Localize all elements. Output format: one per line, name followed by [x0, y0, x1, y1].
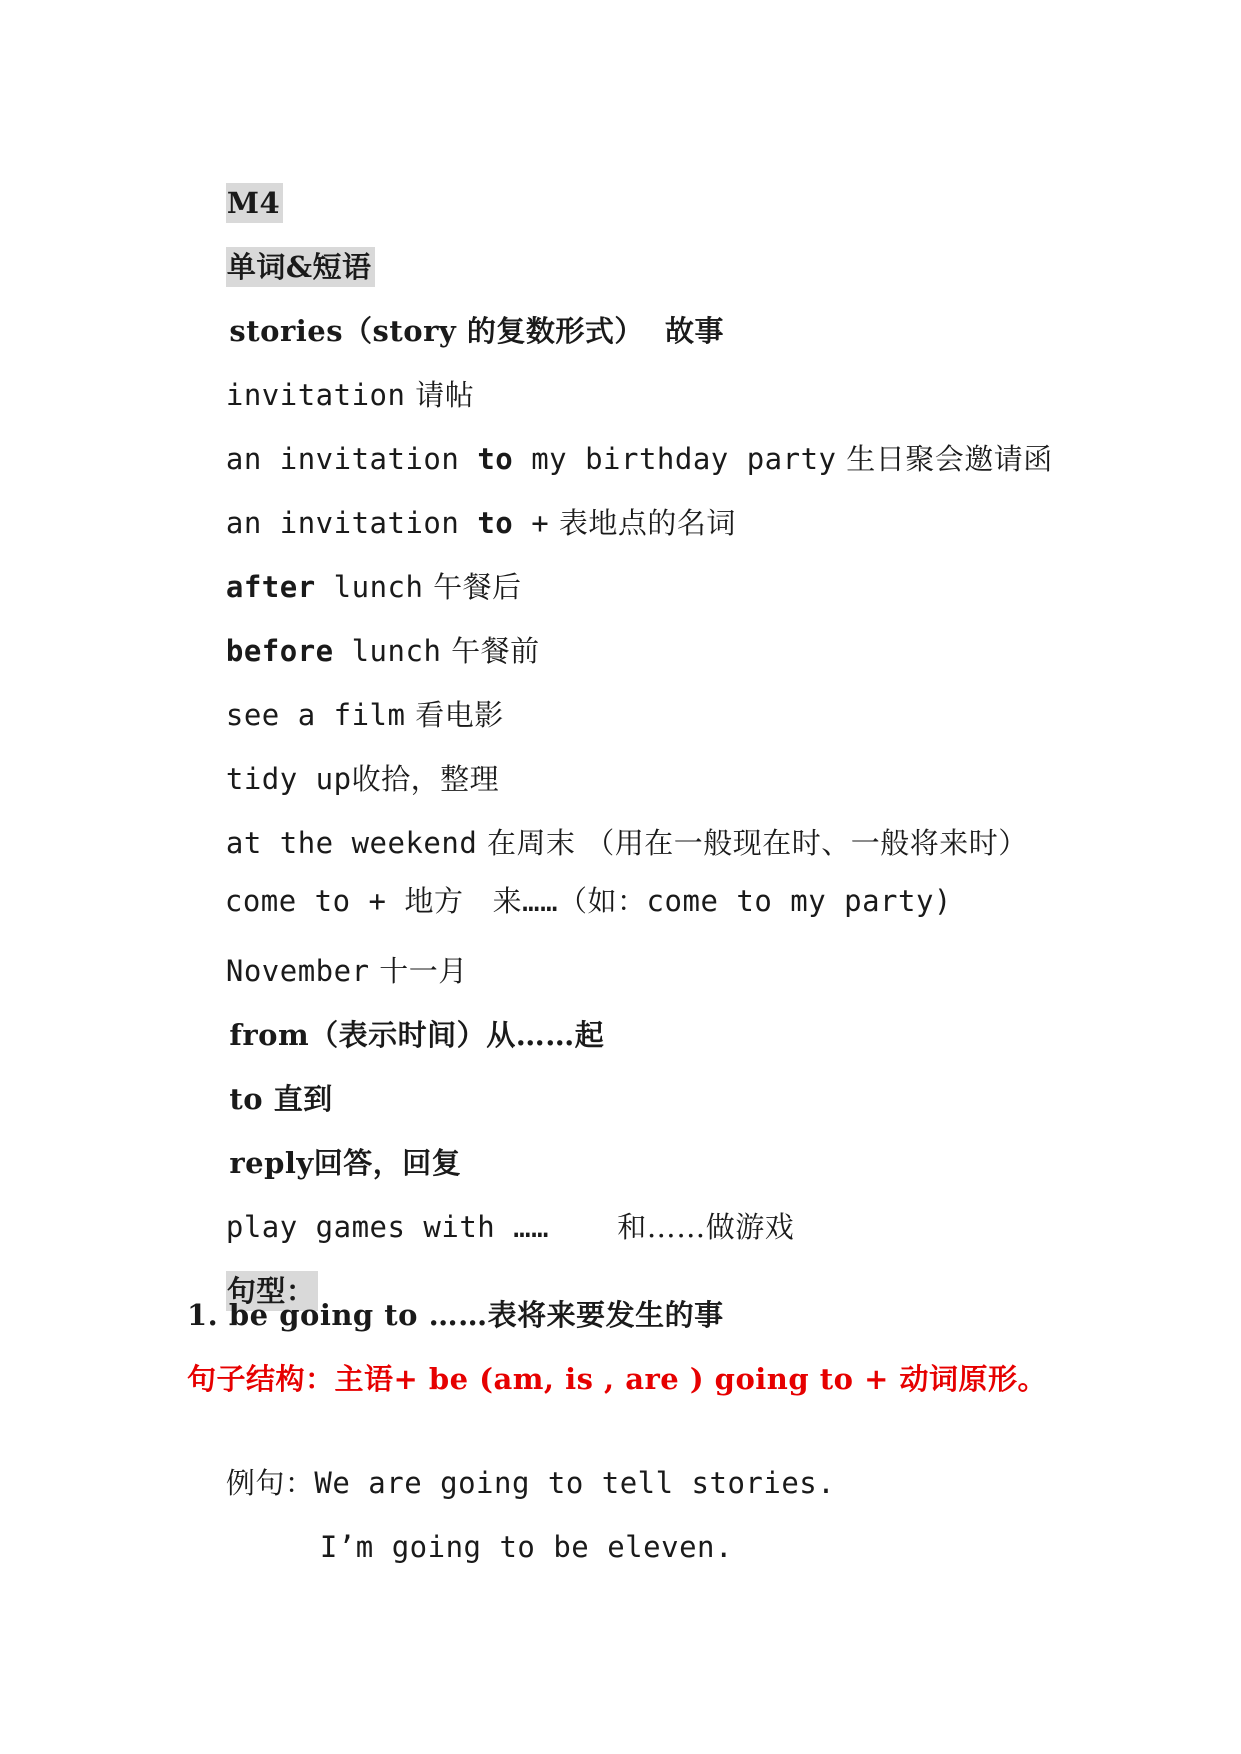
pattern-structure: 句子结构：主语+ be (am, is , are ) going to + 动词原形。	[187, 1362, 1047, 1396]
vocab-zh: 十一月	[379, 954, 468, 988]
vocab-zh: 看电影	[415, 698, 504, 732]
vocab-en: tidy up	[225, 762, 352, 796]
module-title: M4	[226, 183, 283, 223]
vocab-en: come to + 地方	[224, 884, 464, 918]
vocab-en: to	[229, 1082, 264, 1116]
vocab-en-bold: to	[477, 442, 514, 476]
example-label: 例句：	[225, 1466, 315, 1500]
section-heading-vocab: 单词&短语	[226, 247, 375, 287]
vocab-zh: 午餐后	[433, 570, 522, 604]
vocab-zh: 表地点的名词	[558, 506, 736, 540]
vocab-zh: 在周末 （用在一般现在时、一般将来时）	[487, 826, 1028, 860]
vocab-zh: 请帖	[415, 378, 475, 412]
vocab-en: see a film	[225, 698, 406, 732]
vocab-en: play games with ……	[225, 1210, 550, 1244]
pattern-title: 1. be going to ……表将来要发生的事	[187, 1298, 724, 1332]
vocab-zh: 直到	[273, 1082, 333, 1116]
vocab-zh: 和……做游戏	[617, 1210, 795, 1244]
vocab-en: invitation	[225, 378, 406, 412]
vocab-zh: 来……（如：come to my party)	[492, 884, 952, 918]
vocab-en-bold: after	[225, 570, 316, 604]
vocab-en-prefix: an invitation	[225, 506, 478, 540]
vocab-zh: 回答，回复	[313, 1146, 462, 1180]
vocab-en-suffix: my birthday party	[513, 442, 837, 476]
vocab-zh: 生日聚会邀请函	[846, 442, 1053, 476]
vocab-zh: 从……起	[486, 1018, 605, 1052]
vocab-en: stories（story 的复数形式）	[229, 314, 644, 348]
example-sentence: I’m going to be eleven.	[319, 1530, 733, 1564]
section-heading-pattern: 句型：	[226, 1271, 319, 1311]
vocab-en: from（表示时间）	[229, 1018, 487, 1052]
vocab-en: at the weekend	[225, 826, 478, 860]
vocab-en-prefix: an invitation	[225, 442, 478, 476]
vocab-en-suffix: +	[513, 506, 550, 540]
example-line	[281, 1487, 733, 1607]
vocab-zh: 收拾，整理	[351, 762, 500, 796]
vocab-en: reply	[229, 1146, 314, 1180]
vocab-en-bold: before	[225, 634, 334, 668]
example-sentence: We are going to tell stories.	[314, 1466, 836, 1500]
vocab-en-bold: to	[477, 506, 514, 540]
vocab-en: November	[225, 954, 370, 988]
vocab-zh: 故事	[665, 314, 725, 348]
vocab-zh: 午餐前	[451, 634, 540, 668]
vocab-en-suffix: lunch	[333, 634, 442, 668]
vocab-en-suffix: lunch	[315, 570, 424, 604]
